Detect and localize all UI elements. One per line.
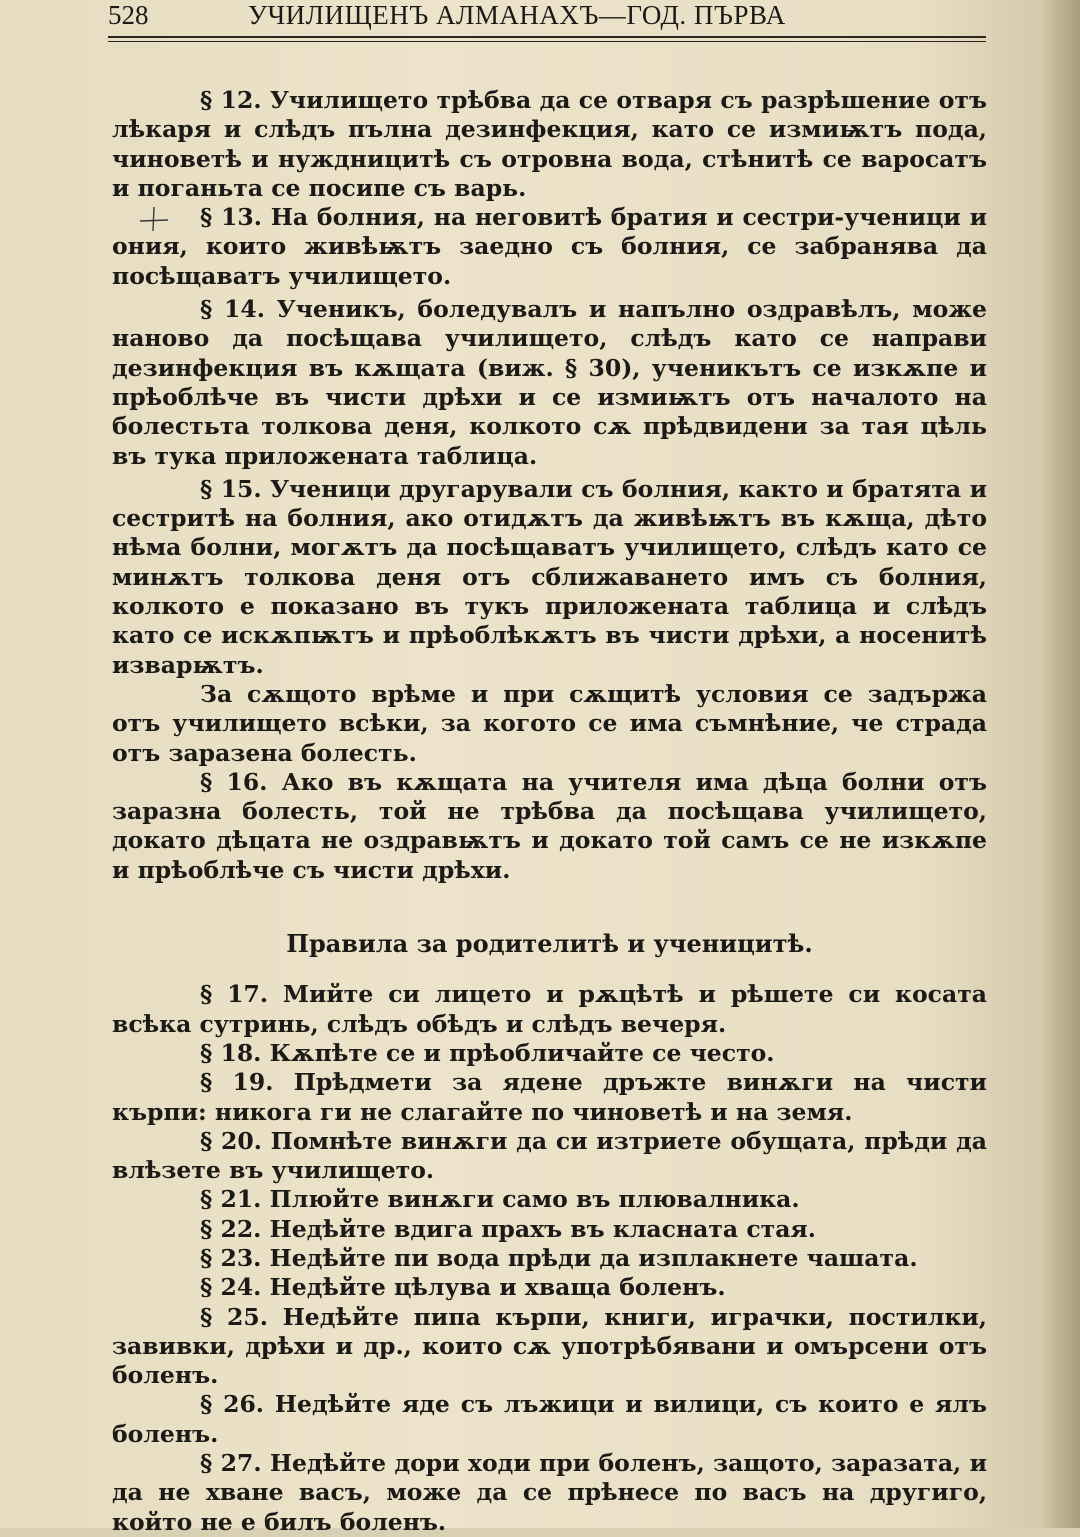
rule-item: § 19. Прѣдмети за ядене дръжте винѫги на чисти кърпи: никога ги не слагайте по чиноветѣ и на земя. bbox=[112, 1068, 987, 1126]
paragraph-15: § 15. Ученици другарували съ болния, както и братята и сестритѣ на болния, ако отидѫтъ да живѣѭтъ въ кѫща, дѣто нѣма болни, могѫтъ да посѣщаватъ училището, слѣдъ като се минѫтъ толкова деня отъ сближаването имъ съ болния, колкото е показано въ тукъ приложената таблица и слѣдъ като се искѫпѭтъ и прѣоблѣкѫтъ въ чисти дрѣхи, а носенитѣ изварѭтъ. bbox=[112, 474, 987, 679]
rule-item: § 26. Недѣйте яде съ лъжици и вилици, съ които е ялъ боленъ. bbox=[112, 1390, 987, 1448]
rule-item: § 25. Недѣйте пипа кърпи, книги, играчки, постилки, завивки, дрѣхи и др., които сѫ употрѣбявани и омърсени отъ боленъ. bbox=[112, 1302, 987, 1390]
header-rule bbox=[108, 36, 986, 38]
page-header bbox=[108, 0, 988, 36]
rules-list bbox=[112, 980, 987, 1537]
rule-item: § 17. Мийте си лицето и рѫцѣтѣ и рѣшете си косата всѣка сутринь, слѣдъ обѣдъ и слѣдъ вечеря. bbox=[112, 980, 987, 1038]
section-heading: Правила за родителитѣ и ученицитѣ. bbox=[286, 929, 813, 959]
rule-item: § 24. Недѣйте цѣлува и хваща боленъ. bbox=[200, 1273, 726, 1302]
paragraph-13: § 13. На болния, на неговитѣ братия и сестри-ученици и ония, които живѣѭтъ заедно съ болния, се забранява да посѣщаватъ училището. bbox=[112, 203, 987, 290]
rule-item: § 22. Недѣйте вдига прахъ въ класната стая. bbox=[200, 1214, 816, 1243]
paragraph-12: § 12. Училището трѣбва да се отваря съ разрѣшение отъ лѣкаря и слѣдъ пълна дезинфекция, като се измиѭтъ пода, чиноветѣ и нуждницитѣ съ отровна вода, стѣнитѣ се варосатъ и поганьта се посипе съ варь. bbox=[112, 86, 987, 202]
rule-item: § 20. Помнѣте винѫги да си изтриете обущата, прѣди да влѣзете въ училището. bbox=[112, 1126, 987, 1185]
page-number: 528 bbox=[108, 0, 149, 30]
rule-item: § 23. Недѣйте пи вода прѣди да изплакнете чашата. bbox=[200, 1243, 918, 1272]
rule-item: § 18. Кѫпѣте се и прѣобличайте се често. bbox=[200, 1038, 775, 1067]
rule-item: § 27. Недѣйте дори ходи при боленъ, защото, заразата, и да не хване васъ, може да се прѣнесе по васъ на другиго, който не е билъ боленъ. bbox=[112, 1449, 987, 1536]
spine-shadow bbox=[1040, 0, 1080, 1528]
page-body bbox=[112, 86, 987, 1537]
paragraph-16: § 16. Ако въ кѫщата на учителя има дѣца болни отъ заразна болесть, той не трѣбва да посѣщава училището, докато дѣцата не оздравѭтъ и докато той самъ се не изкѫпе и прѣоблѣче съ чисти дрѣхи. bbox=[112, 767, 987, 884]
rule-item: § 21. Плюйте винѫги само въ плювалника. bbox=[200, 1185, 800, 1214]
paragraph-14: § 14. Ученикъ, боледувалъ и напълно оздравѣлъ, може наново да посѣщава училището, слѣдъ като се направи дезинфекция въ кѫщата (виж. § 30), ученикътъ се изкѫпе и прѣоблѣче въ чисти дрѣхи и се измиѭтъ отъ началото на болестьта толкова деня, колкото сѫ прѣдвидени за тая цѣль въ тука приложената таблица. bbox=[112, 295, 987, 470]
header-rule-thin bbox=[108, 41, 986, 42]
running-title: УЧИЛИЩЕНЪ АЛМАНАХЪ—ГОД. ПЪРВА bbox=[248, 0, 786, 30]
paragraph-15-continued: За сѫщото врѣме и при сѫщитѣ условия се задържа отъ училището всѣки, за когото се има съмнѣние, че страда отъ заразена болесть. bbox=[112, 679, 987, 767]
